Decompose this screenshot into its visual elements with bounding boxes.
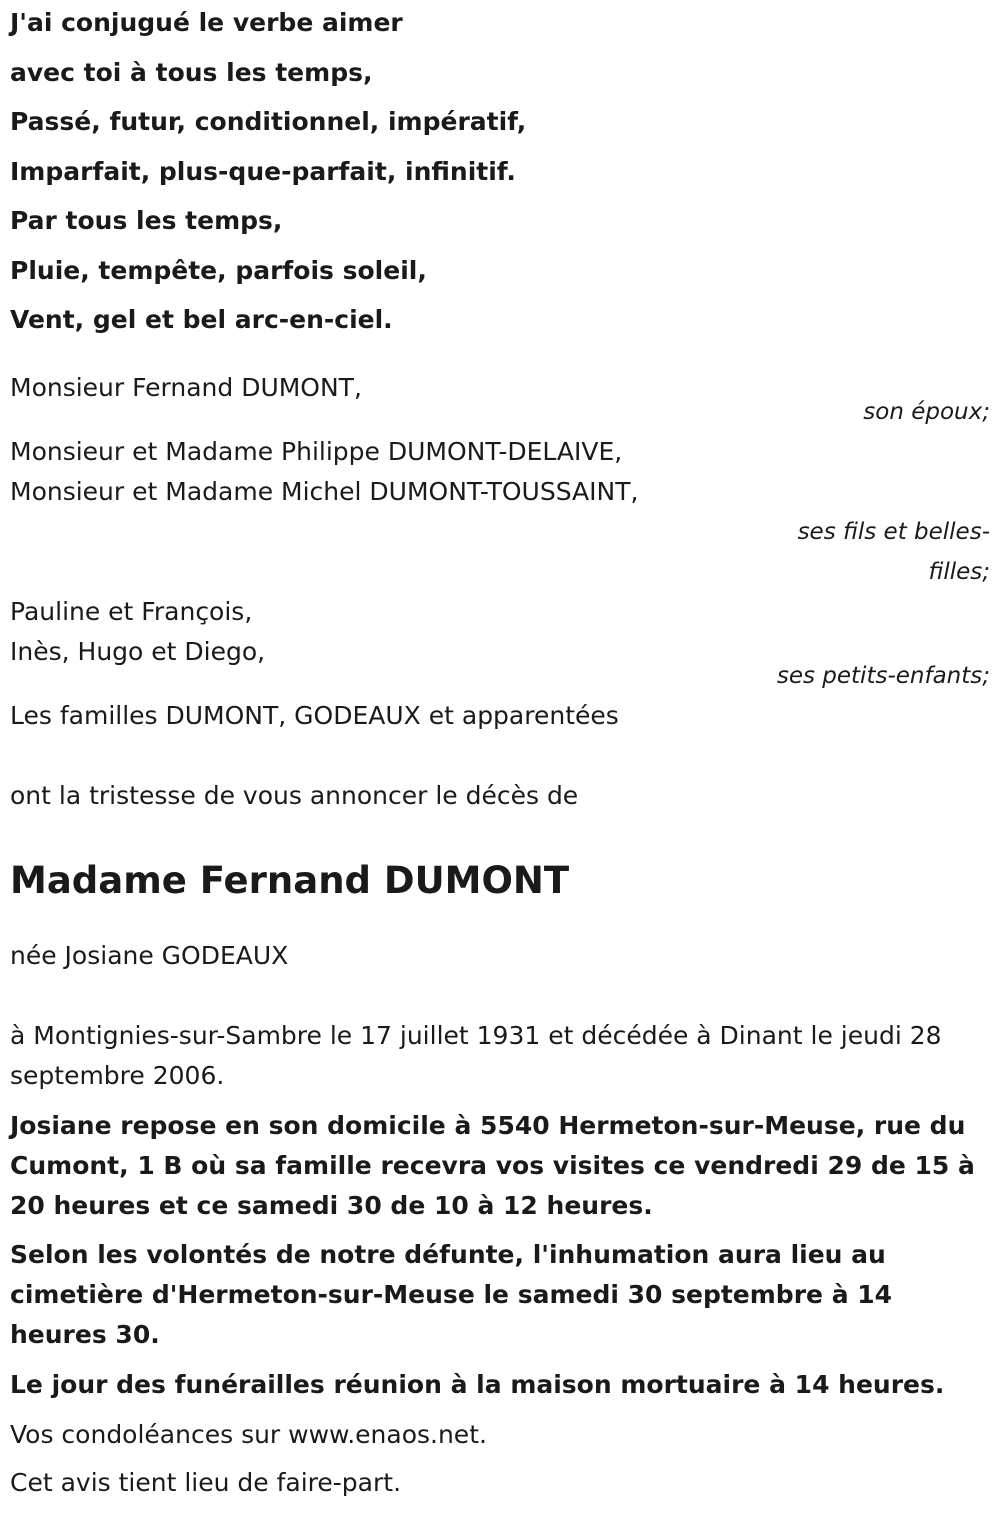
poem-line: avec toi à tous les temps, bbox=[10, 57, 373, 87]
poem bbox=[10, 0, 990, 338]
families: Les familles DUMONT, GODEAUX et apparentées bbox=[10, 701, 619, 730]
poem-line: Par tous les temps, bbox=[10, 206, 283, 235]
burial: Selon les volontés de notre défunte, l'inhumation aura lieu au cimetière d'Hermeton-sur-Meuse le samedi 30 septembre à 14 heures 30. bbox=[10, 1240, 893, 1349]
poem-line: Imparfait, plus-que-parfait, infinitif. bbox=[10, 156, 516, 186]
son-2: Monsieur et Madame Michel DUMONT-TOUSSAINT, bbox=[10, 477, 639, 506]
announcement: ont la tristesse de vous annoncer le décès de bbox=[10, 781, 579, 810]
grandchildren-2: Inès, Hugo et Diego, bbox=[10, 637, 266, 666]
gathering: Le jour des funérailles réunion à la maison mortuaire à 14 heures. bbox=[10, 1370, 945, 1399]
condolences: Vos condoléances sur www.enaos.net. bbox=[10, 1420, 487, 1449]
spouse-role: son époux; bbox=[863, 399, 990, 425]
son-1: Monsieur et Madame Philippe DUMONT-DELAIVE, bbox=[10, 437, 623, 466]
sons-role-wrap bbox=[780, 512, 990, 592]
poem-line: Vent, gel et bel arc-en-ciel. bbox=[10, 305, 393, 334]
poem-line: Pluie, tempête, parfois soleil, bbox=[10, 255, 427, 285]
family-list bbox=[10, 368, 990, 736]
birth-death: à Montignies-sur-Sambre le 17 juillet 1931 et décédée à Dinant le jeudi 28 septembre 2006. bbox=[10, 1021, 942, 1090]
deceased-name: Madame Fernand DUMONT bbox=[10, 859, 570, 902]
poem-line: J'ai conjugué le verbe aimer bbox=[10, 8, 403, 37]
grandchildren-1: Pauline et François, bbox=[10, 597, 253, 626]
spouse-name: Monsieur Fernand DUMONT, bbox=[10, 373, 362, 402]
sons-role: ses fils et belles-filles; bbox=[797, 519, 990, 585]
visitation: Josiane repose en son domicile à 5540 Hermeton-sur-Meuse, rue du Cumont, 1 B où sa famille recevra vos visites ce vendredi 29 de 15 à 20 heures et ce samedi 30 de 10 à 12 heures. bbox=[10, 1111, 975, 1220]
maiden-name: née Josiane GODEAUX bbox=[10, 941, 289, 970]
poem-line: Passé, futur, conditionnel, impératif, bbox=[10, 107, 527, 136]
grandchildren-role: ses petits-enfants; bbox=[776, 663, 990, 689]
notice: Cet avis tient lieu de faire-part. bbox=[10, 1468, 402, 1497]
